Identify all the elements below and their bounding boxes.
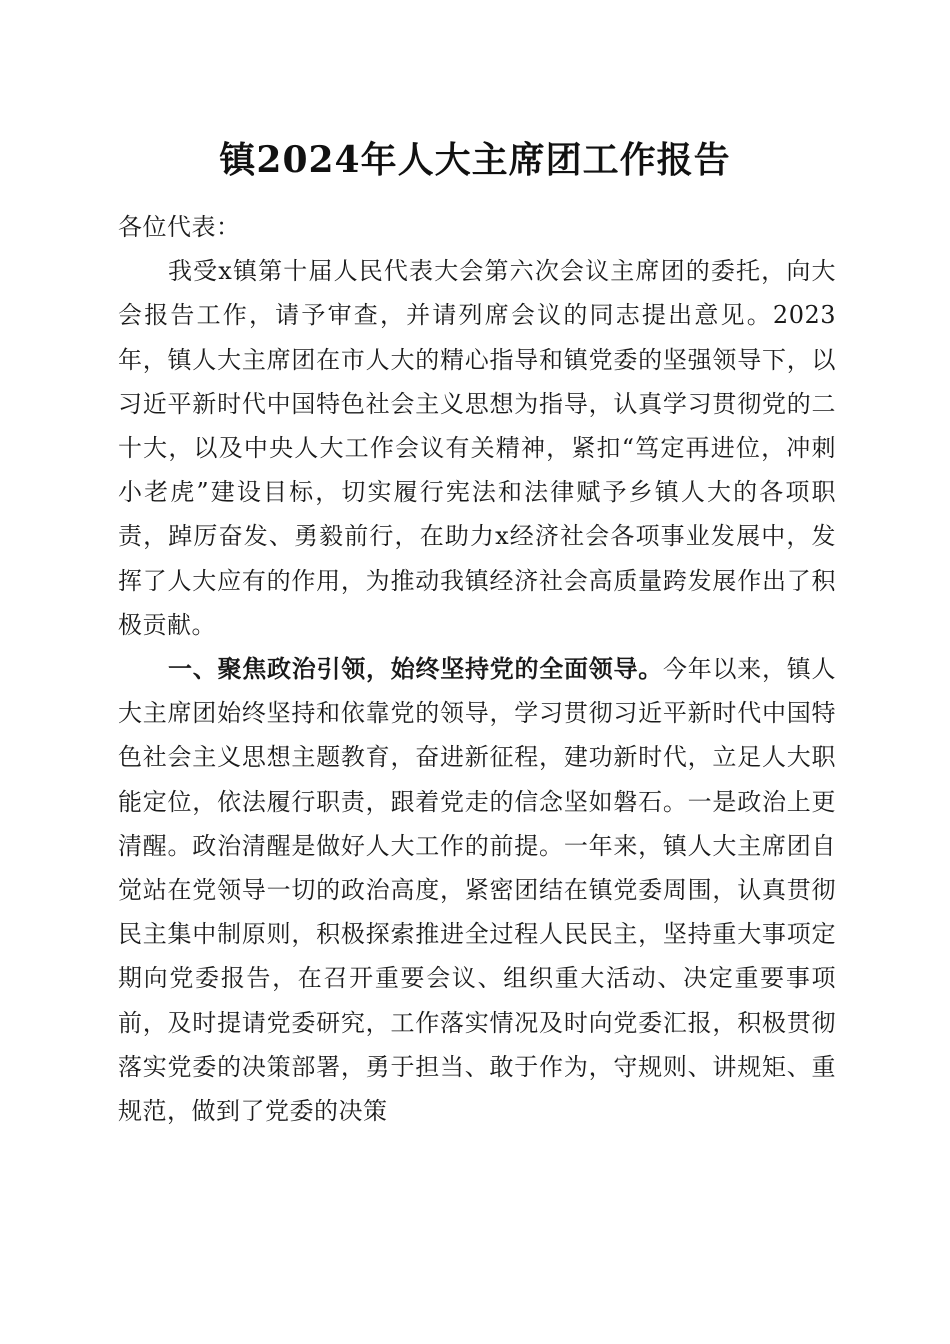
section-body: 今年以来，镇人大主席团始终坚持和依靠党的领导，学习贯彻习近平新时代中国特色社会主义思想主题教育，奋进新征程，建功新时代，立足人大职能定位，依法履行职责，跟着党走的信念坚如磐石。一是政治上更清醒。政治清醒是做好人大工作的前提。一年来，镇人大主席团自觉站在党领导一切的政治高度，紧密团结在镇党委周围，认真贯彻民主集中制原则，积极探索推进全过程人民民主，坚持重大事项定期向党委报告，在召开重要会议、组织重大活动、决定重要事项前，及时提请党委研究，工作落实情况及时向党委汇报，积极贯彻落实党委的决策部署，勇于担当、敢于作为，守规则、讲规矩、重规范，做到了党委的决策	[118, 655, 836, 1126]
document-body	[118, 205, 836, 1133]
paragraph-intro: 我受x镇第十届人民代表大会第六次会议主席团的委托，向大会报告工作，请予审查，并请列席会议的同志提出意见。2023年，镇人大主席团在市人大的精心指导和镇党委的坚强领导下，以习近平新时代中国特色社会主义思想为指导，认真学习贯彻党的二十大，以及中央人大工作会议有关精神，紧扣“笃定再进位，冲刺小老虎”建设目标，切实履行宪法和法律赋予乡镇人大的各项职责，踔厉奋发、勇毅前行，在助力x经济社会各项事业发展中，发挥了人大应有的作用，为推动我镇经济社会高质量跨发展作出了积极贡献。	[118, 257, 836, 639]
paragraph-section-one	[118, 647, 836, 1133]
salutation: 各位代表：	[118, 213, 241, 241]
document-title: 镇2024年人大主席团工作报告	[219, 139, 731, 181]
section-heading: 一、聚焦政治引领，始终坚持党的全面领导。	[168, 655, 663, 684]
